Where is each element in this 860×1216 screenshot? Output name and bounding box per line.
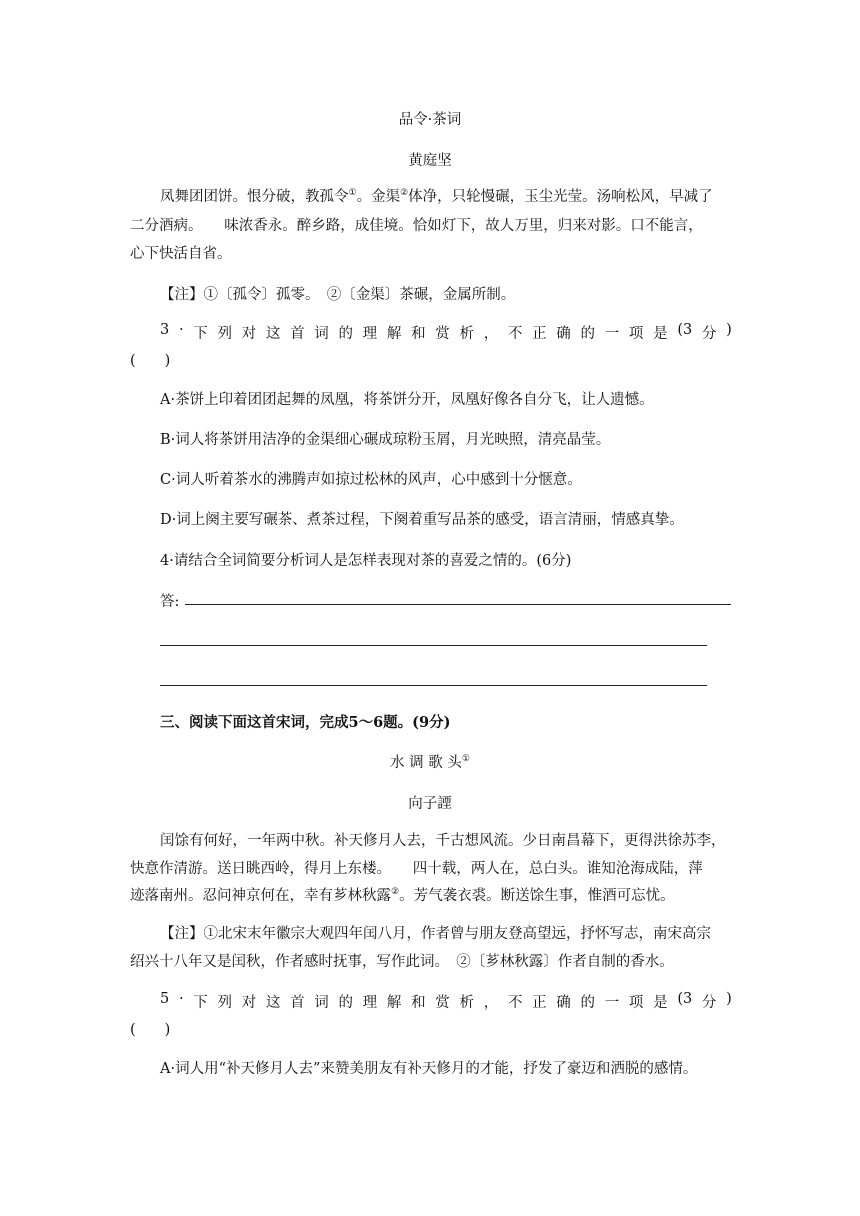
poem-text-line bbox=[160, 185, 713, 206]
poem-text-segment: 迹落南州。忍问神京何在，幸有芗林秋露 bbox=[130, 888, 391, 904]
stem-char: 正 bbox=[532, 995, 547, 1011]
stem-char: 词 bbox=[314, 326, 329, 342]
poem-text-line: 二分酒病。 味浓香永。醉乡路，成佳境。恰如灯下，故人万里，归来对影。口不能言， bbox=[130, 218, 703, 234]
poem-note-line: 【注】①北宋末年徽宗大观四年闰八月，作者曾与朋友登高望远，抒怀写志，南宋高宗 bbox=[160, 926, 711, 942]
stem-char: 赏 bbox=[435, 326, 450, 342]
poem-text-line: 闰馀有何好，一年两中秋。补天修月人去，千古想风流。少日南昌幕下，更得洪徐苏李， bbox=[160, 833, 726, 849]
answer-label: 答: bbox=[160, 594, 180, 610]
stem-char: 项 bbox=[628, 995, 644, 1011]
answer-line bbox=[185, 604, 731, 605]
stem-char: 一 bbox=[604, 326, 620, 342]
footnote-marker: ① bbox=[461, 754, 470, 765]
stem-char: 析 bbox=[459, 326, 474, 342]
stem-char: 的 bbox=[338, 995, 353, 1011]
option-c: C·词人听着茶水的沸腾声如掠过松林的风声，心中感到十分惬意。 bbox=[160, 472, 582, 488]
footnote-marker: ① bbox=[348, 188, 357, 199]
stem-char: · bbox=[178, 991, 184, 1007]
stem-char: (3 bbox=[677, 991, 693, 1007]
stem-char: ， bbox=[483, 995, 499, 1011]
stem-char: 确 bbox=[556, 326, 571, 342]
stem-char: ， bbox=[483, 326, 499, 342]
poem-text-segment: 。芳气袭衣裘。断送馀生事，惟酒可忘忧。 bbox=[399, 888, 675, 904]
stem-char: 不 bbox=[507, 995, 523, 1011]
answer-paren: ( ) bbox=[130, 353, 171, 369]
stem-char: ) bbox=[726, 322, 732, 338]
answer-paren: ( ) bbox=[130, 1022, 171, 1038]
poem-text-segment: 。金渠 bbox=[356, 189, 401, 205]
stem-char: 和 bbox=[411, 326, 426, 342]
footnote-marker: ② bbox=[391, 887, 400, 898]
option-a: A·词人用“补天修月人去”来赞美朋友有补天修月的才能，抒发了豪迈和洒脱的感情。 bbox=[160, 1061, 698, 1077]
stem-char: (3 bbox=[677, 322, 693, 338]
stem-char: 列 bbox=[217, 326, 232, 342]
stem-char: 列 bbox=[217, 995, 232, 1011]
stem-char: 解 bbox=[386, 995, 402, 1011]
poem-author: 向子諲 bbox=[408, 796, 452, 812]
stem-char: 这 bbox=[265, 326, 281, 342]
answer-line bbox=[160, 685, 707, 686]
stem-char: 3 bbox=[160, 322, 170, 338]
stem-char: ) bbox=[726, 991, 732, 1007]
answer-line bbox=[160, 645, 707, 646]
stem-char: 这 bbox=[265, 995, 281, 1011]
stem-char: 正 bbox=[532, 326, 547, 342]
stem-char: 确 bbox=[556, 995, 571, 1011]
stem-char: 首 bbox=[290, 995, 305, 1011]
option-d: D·词上阕主要写碾茶、煮茶过程，下阕着重写品茶的感受，语言清丽，情感真挚。 bbox=[160, 512, 684, 528]
stem-char: 一 bbox=[604, 995, 620, 1011]
poem-text-line: 快意作清游。送日眺西岭，得月上东楼。 四十载，两人在，总白头。谁知沧海成陆，萍 bbox=[130, 861, 703, 877]
poem-title bbox=[0, 751, 860, 772]
question-5-stem bbox=[160, 991, 732, 1012]
stem-char: 析 bbox=[459, 995, 474, 1011]
stem-char: 理 bbox=[362, 995, 378, 1011]
footnote-marker: ② bbox=[400, 188, 409, 199]
poem-note: 【注】①〔孤令〕孤零。 ②〔金渠〕茶碾，金属所制。 bbox=[160, 287, 516, 303]
stem-char: 5 bbox=[160, 991, 170, 1007]
stem-char: 是 bbox=[653, 995, 668, 1011]
stem-char: 理 bbox=[362, 326, 378, 342]
poem-author: 黄庭坚 bbox=[408, 153, 452, 169]
poem-text-line bbox=[130, 884, 675, 905]
stem-char: 是 bbox=[653, 326, 668, 342]
poem-text-line: 心下快活自省。 bbox=[130, 246, 232, 262]
question-4-stem: 4·请结合全词简要分析词人是怎样表现对茶的喜爱之情的。(6分) bbox=[160, 553, 572, 569]
stem-char: 对 bbox=[241, 995, 257, 1011]
stem-char: 项 bbox=[628, 326, 644, 342]
stem-char: 的 bbox=[338, 326, 353, 342]
stem-char: 下 bbox=[193, 995, 208, 1011]
stem-char: 对 bbox=[241, 326, 257, 342]
poem-title-text: 水 调 歌 头 bbox=[390, 755, 462, 771]
stem-char: · bbox=[178, 322, 184, 338]
stem-char: 解 bbox=[386, 326, 402, 342]
stem-char: 分 bbox=[701, 995, 717, 1011]
poem-title: 品令·茶词 bbox=[398, 112, 462, 128]
stem-char: 不 bbox=[507, 326, 523, 342]
stem-char: 和 bbox=[411, 995, 426, 1011]
question-3-stem bbox=[160, 322, 732, 343]
option-a: A·茶饼上印着团团起舞的凤凰，将茶饼分开，凤凰好像各自分飞，让人遗憾。 bbox=[160, 392, 654, 408]
option-b: B·词人将茶饼用洁净的金渠细心碾成琼粉玉屑，月光映照，清亮晶莹。 bbox=[160, 432, 611, 448]
poem-text-segment: 体净，只轮慢碾，玉尘光莹。汤响松风，早减了 bbox=[408, 189, 713, 205]
stem-char: 赏 bbox=[435, 995, 450, 1011]
stem-char: 下 bbox=[193, 326, 208, 342]
stem-char: 词 bbox=[314, 995, 329, 1011]
stem-char: 的 bbox=[580, 995, 595, 1011]
section-heading: 三、阅读下面这首宋词，完成5～6题。(9分) bbox=[160, 714, 451, 731]
poem-text-segment: 凤舞团团饼。恨分破，教孤令 bbox=[160, 189, 349, 205]
stem-char: 分 bbox=[701, 326, 717, 342]
stem-char: 的 bbox=[580, 326, 595, 342]
stem-char: 首 bbox=[290, 326, 305, 342]
poem-note-line: 绍兴十八年又是闰秋，作者感时抚事，写作此词。 ②〔芗林秋露〕作者自制的香水。 bbox=[130, 954, 674, 970]
